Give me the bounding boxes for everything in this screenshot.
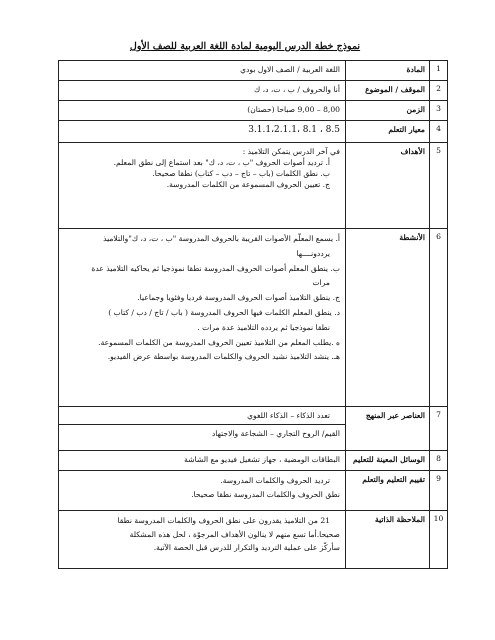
content-line: ه .يطلب المعلم من التلاميذ تعيين الحروف المدروسة من الكلمات المسموعة. [98, 337, 340, 347]
content-line: سأركّز على عملية الترديد والتكرار للدرس قبل الحصة الآتية. [153, 543, 340, 553]
table-row [59, 121, 448, 143]
row-number: 2 [430, 81, 448, 101]
row-content-subject [59, 61, 346, 81]
row-content-time [59, 101, 346, 121]
row-label-teaching-aids: الوسائل المعينة للتعليم [346, 451, 430, 471]
row-number: 4 [430, 121, 448, 143]
row-label-objectives: الأهداف [346, 143, 430, 229]
row-label-subject: المادة [346, 61, 430, 81]
row-label-activities: الأنشطة [346, 229, 430, 407]
table-row [59, 143, 448, 229]
lesson-plan-table [58, 60, 448, 569]
content-line: ب. نطق الكلمات (باب – تاج – دب – كتاب) نطقا صحيحا. [152, 169, 330, 178]
content-line: البطاقات الومضية ، جهاز تشغيل فيديو مع الشاشة [184, 455, 340, 464]
content-line: صحيحا.أما تسع منهم لا ينالون الأهداف المرجوّة ، لحل هذه المشكلة [129, 529, 340, 539]
content-line: نطقا نموذجيا ثم يردده التلاميذ عدة مرات . [197, 322, 330, 332]
row-number: 10 [430, 511, 448, 569]
table-row [59, 101, 448, 121]
table-row [59, 451, 448, 471]
row-label-assessment: تقييم التعليم والتعلم [346, 471, 430, 511]
row-label-topic: الموقف / الموضوع [346, 81, 430, 101]
table-row [59, 81, 448, 101]
row-content-activities [59, 229, 346, 407]
content-line: 8.5 ، 8.1 ،3.1.1،2.1.1 [248, 125, 340, 135]
row-number: 9 [430, 471, 448, 511]
row-content-cross-curriculum [59, 407, 346, 451]
content-line: اللغة العربية / الصف الاول بودي [240, 65, 340, 74]
content-line: 8,00 – 9,00 صباحا (حصتان) [247, 105, 340, 114]
content-line: يرددونــــها [296, 248, 330, 258]
content-line: د. ينطق المعلم الكلمات فيها الحروف المدروسة ( باب / تاج / دب / كتاب ) [108, 307, 340, 317]
content-line: ب. ينطق المعلم أصوات الحروف المدروسة نطقا نموذجيا ثم يحاكيه التلاميذ عدة [91, 263, 340, 273]
document-title: نموذج خطة الدرس اليومية لمادة اللغة العربية للصف الأول [129, 41, 361, 52]
row-number: 7 [430, 407, 448, 451]
row-number: 6 [430, 229, 448, 407]
table-row [59, 471, 448, 511]
row-content-self-reflection [59, 511, 346, 569]
content-line: في آخر الدرس يتمكن التلاميذ : [242, 147, 340, 156]
row-number: 5 [430, 143, 448, 229]
content-line: ترديد الحروف والكلمات المدروسة. [220, 476, 330, 485]
row-number: 1 [430, 61, 448, 81]
table-row [59, 229, 448, 407]
row-content-standard [59, 121, 346, 143]
row-content-assessment [59, 471, 346, 511]
content-line: 21 من التلاميذ يقدرون على نطق الحروف والكلمات المدروسة نطقا [117, 516, 330, 525]
row-content-objectives [59, 143, 346, 229]
content-line: تعدد الذكاء – الذكاء اللغوي [247, 411, 330, 420]
row-number: 8 [430, 451, 448, 471]
row-content-teaching-aids [59, 451, 346, 471]
content-line: ج. تعيين الحروف المسموعة من الكلمات المدروسة. [166, 180, 330, 189]
content-line: أ. يسمع المعلّم الأصوات القريبة بالحروف المدروسة "ب ، ت، د، ك"والتلاميذ [103, 234, 340, 243]
row-label-cross-curriculum: العناصر عبر المنهج [346, 407, 430, 451]
content-line: هـ. ينشد التلاميذ نشيد الحروف والكلمات المدروسة بواسطة عرض الفيديو. [107, 352, 340, 362]
row-label-standard: معيار التعلم [346, 121, 430, 143]
table-row [59, 407, 448, 451]
table-row [59, 61, 448, 81]
row-content-topic [59, 81, 346, 101]
row-label-time: الزمن [346, 101, 430, 121]
row-number: 3 [430, 101, 448, 121]
content-line: أ. ترديد أصوات الحروف "ب ، ت، د، ك" بعد استماع إلى نطق المعلم. [113, 158, 330, 167]
row-label-self-reflection: الملاحظة الذاتية [346, 511, 430, 569]
content-line: أنا والحروف / ب ، ت، د، ك [253, 85, 340, 94]
table-row [59, 511, 448, 569]
content-line: مرات [312, 278, 330, 288]
content-line: نطق الحروف والكلمات المدروسة نطقا صحيحا. [191, 490, 340, 500]
content-line: ج. ينطق التلاميذ أصوات الحروف المدروسة فرديا وفئويا وجماعيا. [137, 293, 340, 303]
content-line: القيم/ الروح التجاري – الشجاعة والاجتهاد [59, 424, 345, 439]
